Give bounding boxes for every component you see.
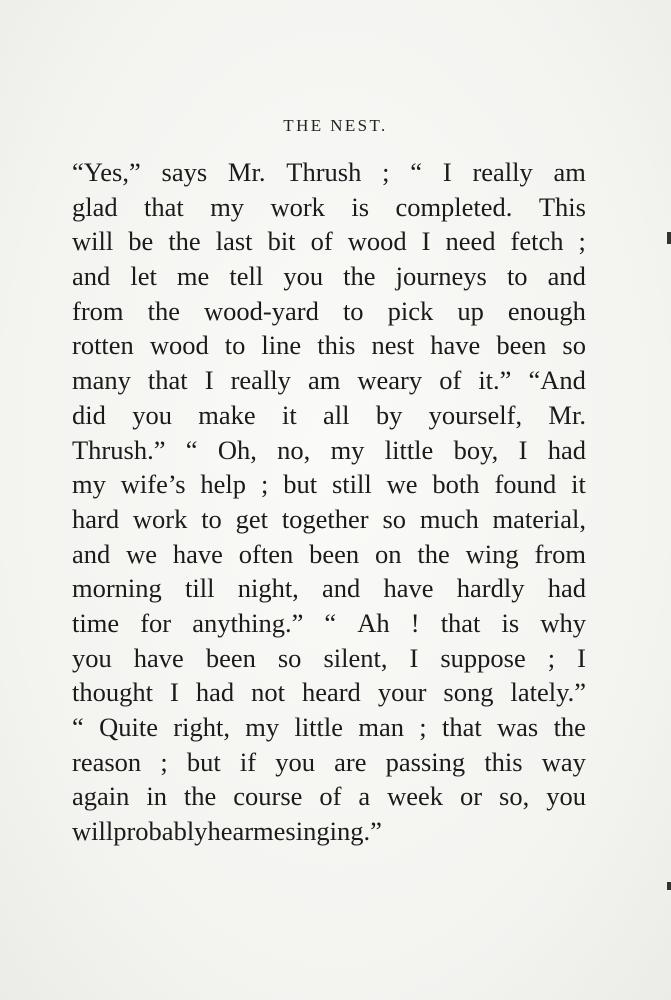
text-line [72, 363, 586, 398]
word: ; [578, 226, 586, 257]
word: many [72, 365, 131, 396]
text-line [72, 606, 586, 641]
word: I [204, 365, 214, 396]
word: the [183, 781, 217, 812]
word: glad [72, 191, 118, 222]
word: it [281, 399, 297, 430]
word: me [253, 816, 286, 847]
word: Quite [99, 712, 158, 742]
text-line [72, 745, 586, 780]
word: pick [387, 295, 434, 326]
word: suppose [440, 642, 526, 673]
word: work [270, 191, 325, 222]
word: you [275, 746, 315, 777]
word: that [144, 191, 184, 222]
word: rotten [72, 330, 134, 361]
word: night, [237, 573, 299, 604]
word: really [230, 365, 291, 396]
word: work [132, 503, 188, 534]
word: so [382, 503, 407, 534]
word: together [281, 503, 369, 534]
word: so [562, 330, 586, 361]
word: been [205, 642, 256, 673]
word: so, [499, 781, 530, 812]
word: completed. [395, 191, 513, 222]
word: you [132, 399, 172, 430]
word: to [342, 295, 364, 326]
word: my [210, 191, 245, 222]
word: on [374, 538, 402, 569]
word: found [494, 469, 557, 500]
text-line [72, 190, 586, 225]
word: Mr. [227, 157, 266, 187]
word: need [445, 226, 496, 257]
word: the [343, 261, 376, 292]
word: been [309, 538, 360, 569]
word: you [283, 261, 324, 292]
word: of [310, 226, 333, 257]
word: “ [324, 607, 337, 638]
word: all [323, 399, 350, 430]
word: it.” [478, 365, 512, 396]
word: been [496, 330, 547, 361]
word: so [277, 642, 302, 673]
word: enough [507, 295, 586, 326]
word: tell [229, 261, 264, 292]
running-head: THE NEST. [283, 116, 388, 135]
word: nest [371, 330, 415, 361]
word: I [442, 157, 452, 187]
word: hard [72, 503, 120, 534]
word: of [319, 781, 342, 812]
word: morning [72, 573, 162, 604]
word: and [322, 573, 361, 604]
word: really [472, 157, 533, 187]
word: that [441, 712, 482, 742]
word: and [72, 261, 111, 292]
word: “And [528, 365, 586, 396]
word: or [460, 781, 483, 812]
word: This [538, 191, 586, 222]
text-line [72, 675, 586, 710]
word: ; [160, 746, 168, 777]
word: material, [492, 503, 586, 534]
word: still [331, 469, 372, 500]
word: from [72, 295, 124, 326]
word: had [195, 677, 235, 708]
word: passing [385, 746, 466, 777]
word: for [140, 607, 172, 638]
body-text [72, 155, 586, 849]
word: be [128, 226, 154, 257]
word: my [245, 712, 280, 742]
word: my [330, 434, 365, 465]
word: it [571, 469, 586, 500]
word: boy, [453, 434, 499, 465]
word: will [72, 816, 114, 847]
word: right, [173, 712, 230, 742]
word: but [186, 746, 221, 777]
word: I [518, 434, 528, 465]
word: course [233, 781, 303, 812]
word: way [541, 746, 586, 777]
word: man [358, 712, 404, 742]
word: ; [382, 157, 390, 187]
word: of [439, 365, 462, 396]
word: yourself, [428, 399, 523, 430]
word: ; [547, 642, 556, 673]
word: did [72, 399, 106, 430]
word: week [387, 781, 444, 812]
word: heard [301, 677, 361, 708]
word: had [547, 434, 586, 465]
word: journeys [395, 261, 487, 292]
word: fetch [510, 226, 564, 257]
word: but [283, 469, 318, 500]
text-line [72, 467, 586, 502]
word: probably [113, 816, 208, 847]
word: both [432, 469, 480, 500]
word: have [172, 538, 223, 569]
text-line [72, 502, 586, 537]
word: the [417, 538, 450, 569]
word: to [201, 503, 222, 534]
word: get [235, 503, 268, 534]
word: again [72, 781, 130, 812]
word: and [72, 538, 111, 569]
word: the [147, 295, 180, 326]
word: hardly [456, 573, 525, 604]
word: I [577, 642, 586, 673]
word: had [547, 573, 586, 604]
word: Ah [357, 607, 390, 638]
word: have [430, 330, 481, 361]
word: that [440, 607, 481, 638]
word: hear [207, 816, 254, 847]
word: not [251, 677, 285, 708]
word: ! [410, 607, 420, 638]
word: little [384, 434, 434, 465]
word: till [185, 573, 215, 604]
word: time [72, 607, 120, 638]
text-line [72, 537, 586, 572]
word: we [126, 538, 158, 569]
word: am [553, 157, 586, 187]
word: no, [277, 434, 311, 465]
word: ; [260, 469, 269, 500]
word: ; [419, 712, 427, 742]
word: me [176, 261, 210, 292]
word: you [72, 642, 112, 673]
word: am [307, 365, 341, 396]
word: “ [410, 157, 423, 187]
word: was [497, 712, 539, 742]
word: I [421, 226, 431, 257]
word: are [334, 746, 367, 777]
text-line [72, 641, 586, 676]
word: wood-yard [204, 295, 319, 326]
word: “ [72, 712, 84, 742]
text-line [72, 571, 586, 606]
text-line [72, 294, 586, 329]
word: in [146, 781, 167, 812]
word: make [198, 399, 256, 430]
word: have [133, 642, 184, 673]
word: a [358, 781, 371, 812]
text-line [72, 259, 586, 294]
text-line [72, 398, 586, 433]
word: my [72, 469, 106, 500]
word: much [419, 503, 479, 534]
word: from [534, 538, 586, 569]
word: I [409, 642, 419, 673]
text-line [72, 779, 586, 814]
word: “ [185, 434, 198, 465]
word: I [169, 677, 179, 708]
word: help [200, 469, 247, 500]
word: to [506, 261, 528, 292]
word: anything.” [192, 607, 304, 638]
word: “Yes,” [72, 157, 141, 187]
word: Thrush [286, 157, 362, 187]
word: Thrush.” [72, 434, 166, 465]
word: wife’s [120, 469, 186, 500]
text-line [72, 814, 586, 849]
text-line [72, 433, 586, 468]
word: is [351, 191, 370, 222]
word: the [553, 712, 586, 742]
word: why [540, 607, 586, 638]
word: let [130, 261, 157, 292]
word: lately.” [510, 677, 586, 708]
word: bit [267, 226, 296, 257]
word: is [501, 607, 520, 638]
text-line [72, 328, 586, 363]
word: singing.” [285, 816, 382, 847]
word: says [161, 157, 208, 187]
word: wood [149, 330, 209, 361]
word: little [294, 712, 344, 742]
word: if [239, 746, 257, 777]
word: thought [72, 677, 153, 708]
text-line [72, 224, 586, 259]
word: the [168, 226, 201, 257]
word: song [443, 677, 494, 708]
word: this [317, 330, 356, 361]
word: wing [465, 538, 519, 569]
word: wood [347, 226, 407, 257]
word: to [224, 330, 246, 361]
scan-edge-mark [667, 232, 671, 244]
word: weary [357, 365, 423, 396]
word: and [547, 261, 586, 292]
word: line [261, 330, 302, 361]
text-line [72, 155, 586, 190]
word: this [484, 746, 523, 777]
word: reason [72, 746, 142, 777]
text-line [72, 710, 586, 745]
word: will [72, 226, 114, 257]
word: you [546, 781, 586, 812]
word: silent, [323, 642, 388, 673]
word: we [386, 469, 418, 500]
word: Mr. [548, 399, 586, 430]
word: have [383, 573, 434, 604]
word: that [147, 365, 188, 396]
word: your [377, 677, 427, 708]
scan-edge-mark [667, 882, 671, 890]
word: last [215, 226, 253, 257]
word: up [457, 295, 484, 326]
word: often [238, 538, 294, 569]
word: by [375, 399, 403, 430]
word: Oh, [217, 434, 257, 465]
